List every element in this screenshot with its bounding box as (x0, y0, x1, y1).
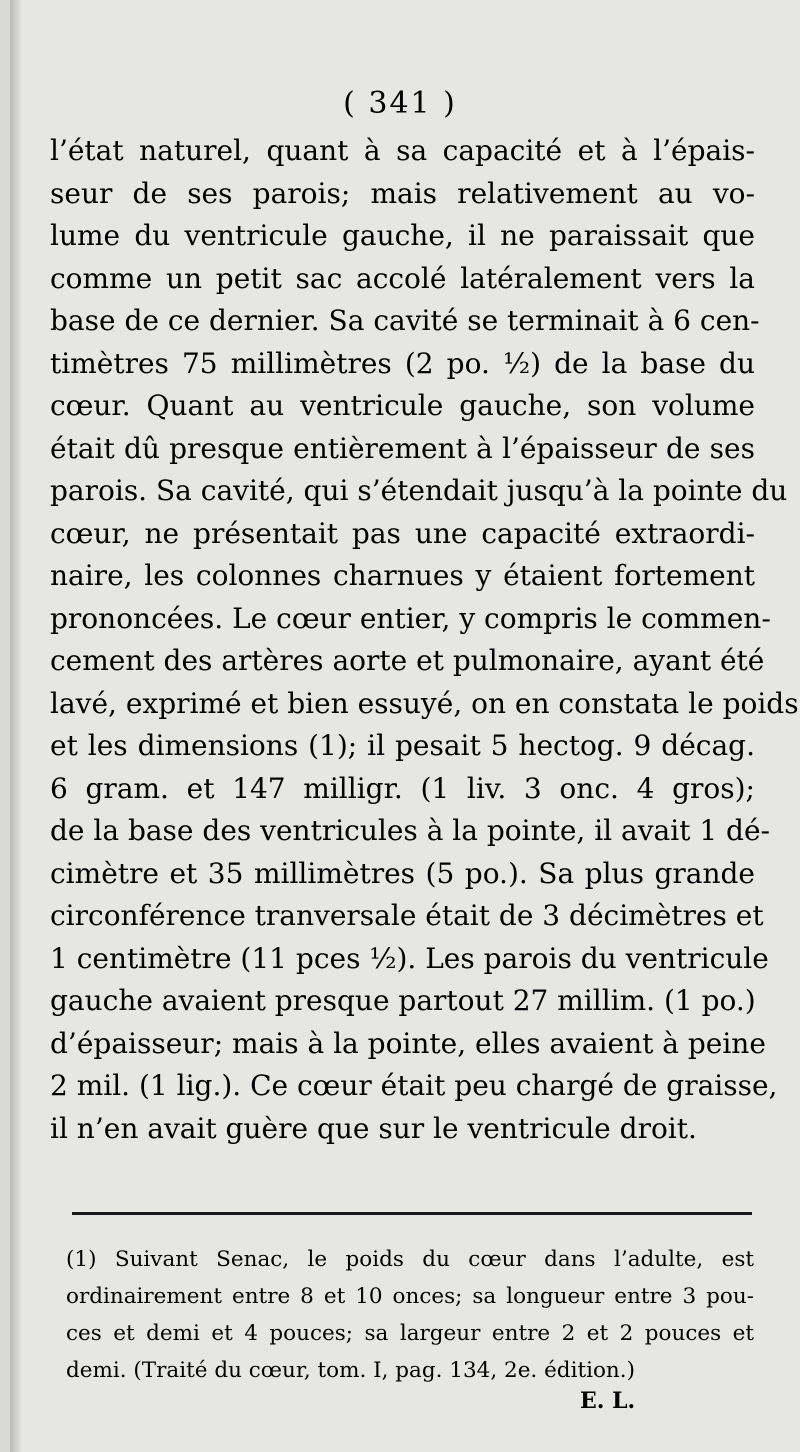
body-line: et les dimensions (1); il pesait 5 hectog. 9 décag. (50, 729, 755, 762)
page-number: ( 341 ) (343, 86, 457, 121)
body-line: lavé, exprimé et bien essuyé, on en constata le poids (50, 686, 799, 720)
body-line: cœur, ne présentait pas une capacité extraordi- (50, 516, 755, 550)
body-line: d’épaisseur; mais à la pointe, elles avaient à peine (50, 1026, 766, 1060)
body-line: 2 mil. (1 lig.). Ce cœur était peu chargé de graisse, (50, 1069, 778, 1102)
body-line: comme un petit sac accolé latéralement vers la (50, 261, 755, 295)
body-line: cement des artères aorte et pulmonaire, ayant été (50, 644, 765, 677)
body-line: l’état naturel, quant à sa capacité et à l’épais- (50, 134, 755, 167)
footnote-line: (1) Suivant Senac, le poids du cœur dans l’adulte, est (66, 1247, 754, 1272)
body-line: timètres 75 millimètres (2 po. ½) de la base du (50, 346, 755, 380)
body-line: cimètre et 35 millimètres (5 po.). Sa plus grande (50, 856, 755, 890)
footnote-rule (72, 1212, 752, 1215)
body-line: prononcées. Le cœur entier, y compris le commen- (50, 601, 771, 635)
body-line: 1 centimètre (11 pces ½). Les parois du ventricule (50, 941, 769, 975)
body-line: naire, les colonnes charnues y étaient fortement (50, 559, 755, 592)
footnote (66, 1241, 754, 1389)
body-text (50, 130, 799, 1150)
footnote-line: demi. (Traité du cœur, tom. I, pag. 134, 2e. édition.) (66, 1358, 635, 1383)
body-line: parois. Sa cavité, qui s’étendait jusqu’à la pointe du (50, 474, 788, 507)
body-line: circonférence tranversale était de 3 décimètres et (50, 899, 764, 932)
signature: E. L. (580, 1388, 636, 1414)
body-line: de la base des ventricules à la pointe, il avait 1 dé- (50, 814, 771, 847)
body-line: 6 gram. et 147 milligr. (1 liv. 3 onc. 4 gros); (50, 771, 755, 805)
body-line: il n’en avait guère que sur le ventricule droit. (50, 1111, 697, 1145)
body-line: cœur. Quant au ventricule gauche, son volume (50, 389, 755, 422)
footnote-line: ordinairement entre 8 et 10 onces; sa longueur entre 3 pou- (66, 1284, 754, 1309)
body-line: seur de ses parois; mais relativement au vo- (50, 176, 755, 210)
page-gutter-shadow (10, 0, 22, 1452)
body-line: gauche avaient presque partout 27 millim. (1 po.) (50, 984, 756, 1017)
body-line: lume du ventricule gauche, il ne paraissait que (50, 219, 755, 252)
body-line: était dû presque entièrement à l’épaisseur de ses (50, 431, 755, 465)
footnote-line: ces et demi et 4 pouces; sa largeur entre 2 et 2 pouces et (66, 1321, 754, 1346)
body-line: base de ce dernier. Sa cavité se terminait à 6 cen- (50, 304, 760, 337)
